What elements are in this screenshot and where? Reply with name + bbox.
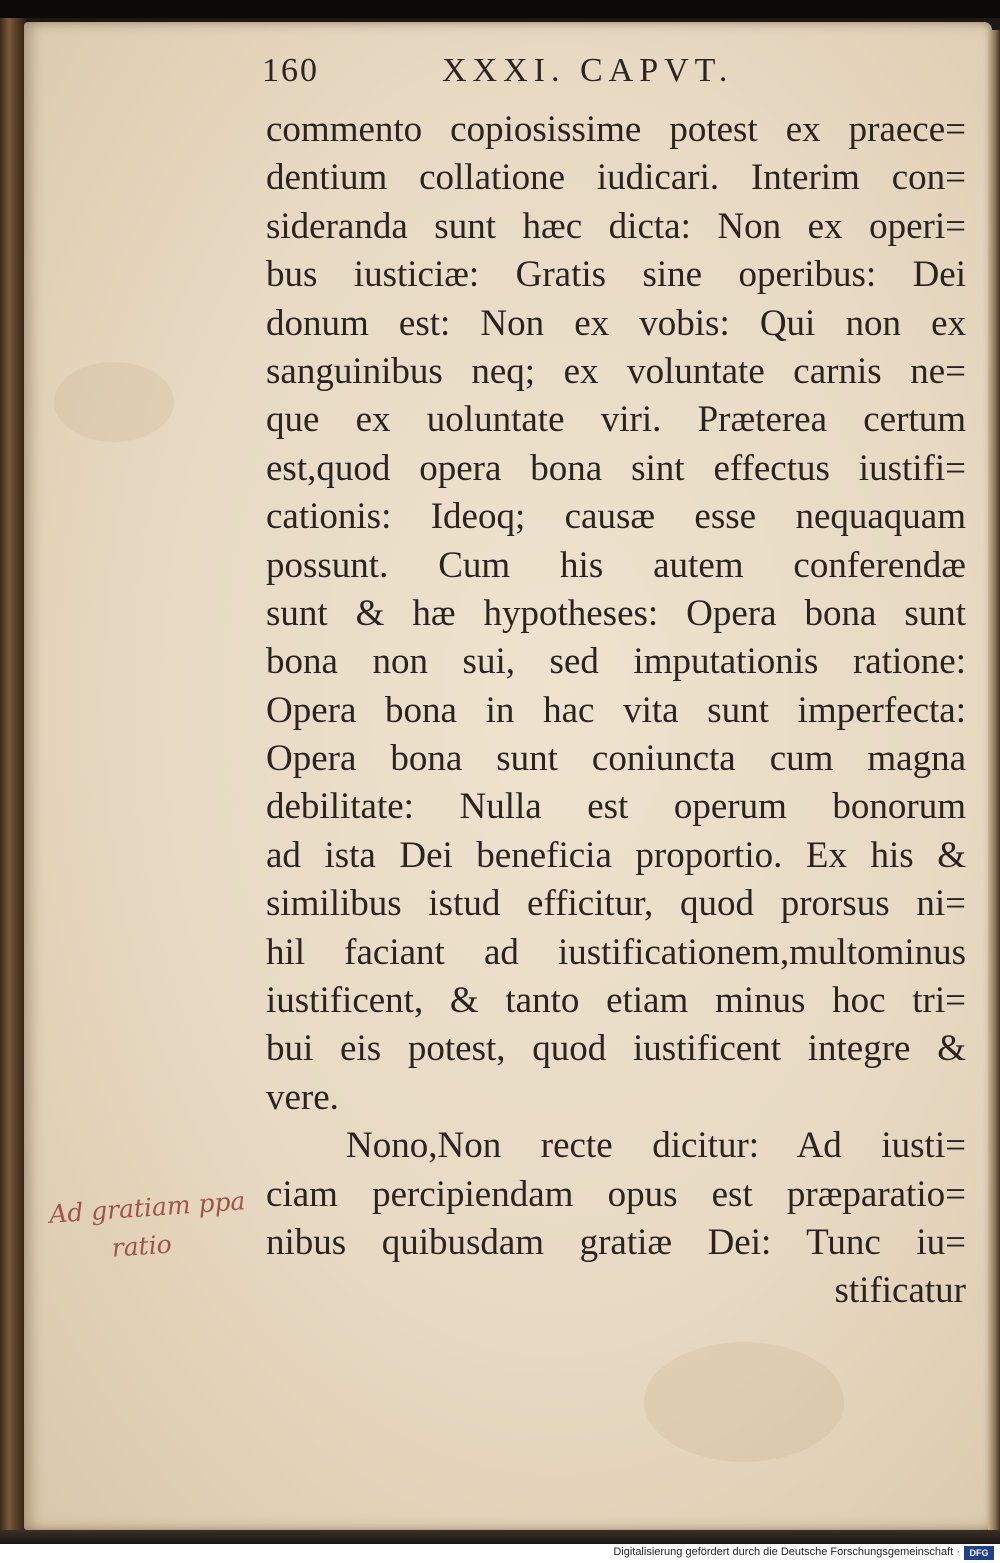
text-line: commento copiosissime potest ex praece=: [266, 109, 966, 150]
text-line: possunt. Cum his autem conferendæ: [266, 544, 966, 586]
top-border: [0, 0, 1000, 18]
handwritten-marginal-note: [48, 1181, 263, 1271]
paper-stain: [644, 1342, 844, 1462]
text-line: ciam percipiendam opus est præparatio=: [266, 1173, 966, 1215]
body-text: [266, 106, 966, 1316]
text-line: cationis: Ideoq; causæ esse nequaquam: [266, 496, 966, 538]
marginal-note-line: Ad gratiam ppa: [48, 1186, 247, 1229]
text-line: Opera bona sunt coniuncta cum magna: [266, 738, 966, 780]
text-line: dentium collatione iudicari. Interim con=: [266, 157, 966, 199]
marginal-note-line: ratio: [110, 1229, 173, 1263]
text-line: Opera bona in hac vita sunt imperfecta:: [266, 689, 966, 731]
page-edge: [988, 30, 1000, 1530]
text-line: debilitate: Nulla est operum bonorum: [266, 786, 966, 828]
funding-credit: Digitalisierung gefördert durch die Deutsche Forschungsgemeinschaft ·: [613, 1546, 960, 1558]
text-line: ad ista Dei beneficia proportio. Ex his &: [266, 834, 966, 876]
text-line: sunt & hæ hypotheses: Opera bona sunt: [266, 592, 966, 634]
text-line: donum est: Non ex vobis: Qui non ex: [266, 302, 966, 344]
text-line: sideranda sunt hæc dicta: Non ex operi=: [266, 205, 966, 247]
catchword: stificatur: [834, 1270, 966, 1312]
page-number: 160: [262, 52, 319, 89]
paper-stain: [54, 362, 174, 442]
chapter-title: XXXI. CAPVT.: [442, 52, 734, 89]
text-line: iustificent, & tanto etiam minus hoc tri=: [266, 980, 966, 1022]
dfg-logo: DFG: [964, 1546, 994, 1560]
text-line: hil faciant ad iustificationem,multominus: [266, 931, 966, 973]
text-line: que ex uoluntate viri. Præterea certum: [266, 399, 966, 441]
text-line: nibus quibusdam gratiæ Dei: Tunc iu=: [266, 1221, 966, 1263]
book-spine: [0, 18, 26, 1533]
bottom-border: [0, 1530, 1000, 1544]
text-line: similibus istud efficitur, quod prorsus ni=: [266, 883, 966, 925]
text-line: bus iusticiæ: Gratis sine operibus: Dei: [266, 254, 966, 296]
text-line: Nono,Non recte dicitur: Ad iusti=: [346, 1125, 966, 1167]
text-line: bui eis potest, quod iustificent integre &: [266, 1028, 966, 1070]
text-line: est,quod opera bona sint effectus iustifi=: [266, 447, 966, 489]
text-line: vere.: [266, 1076, 339, 1118]
running-head: [262, 52, 962, 92]
text-line: bona non sui, sed imputationis ratione:: [266, 641, 966, 683]
text-line: sanguinibus neq; ex voluntate carnis ne=: [266, 350, 966, 392]
